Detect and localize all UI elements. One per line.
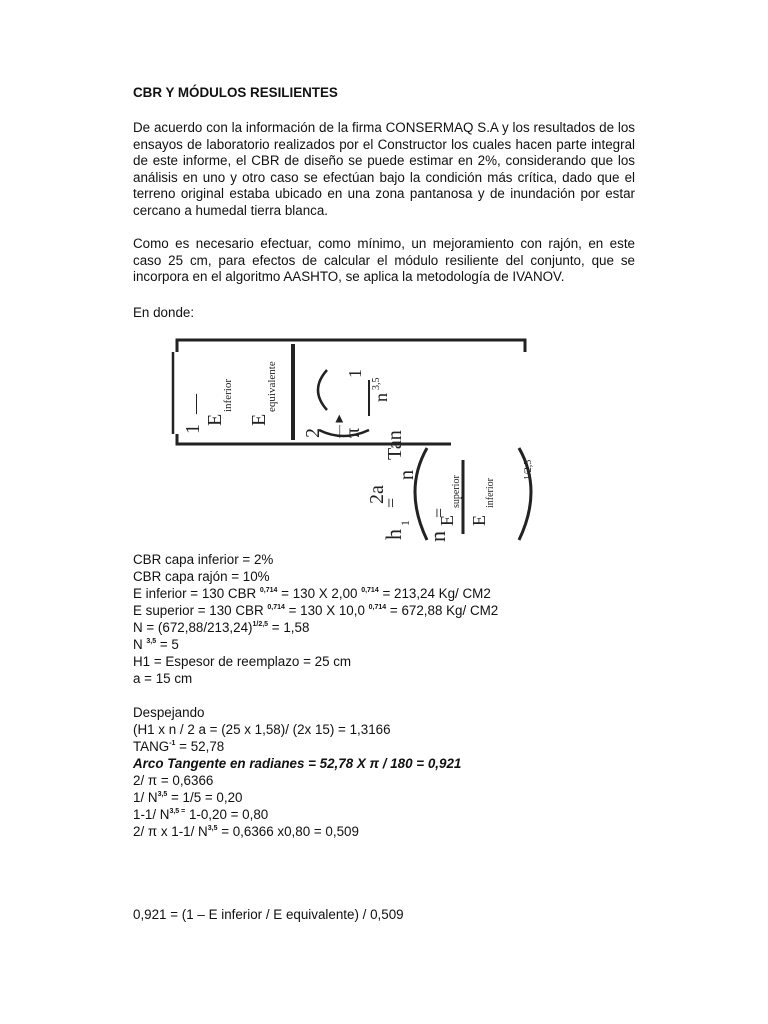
e-superior-line: E superior = 130 CBR $^{0,714}$ = 130 X 10,0 $^{0,714}$ = 672,88 Kg/ CM2 xyxy=(133,603,499,618)
h1-n-symbol: n xyxy=(396,470,418,480)
cbr-rajon-line: CBR capa rajón = 10% xyxy=(133,569,270,584)
formula-top-bracket xyxy=(177,340,525,352)
h1-subscript: 1 xyxy=(398,520,412,526)
n-formula-exponent: 1/2,5 xyxy=(523,459,534,480)
formula-two: 2 xyxy=(302,428,324,438)
formula-one: 1 xyxy=(182,424,204,434)
e-inferior2-subscript: inferior xyxy=(485,478,496,508)
e-superior-symbol: E xyxy=(437,515,457,526)
two-a-symbol: 2a xyxy=(366,485,388,504)
n-formula-paren-left xyxy=(415,448,427,540)
final-equation-line: 0,921 = (1 – E inferior / E equivalente) / 0,509 xyxy=(133,907,404,922)
formula-pi: π xyxy=(342,427,364,438)
en-donde-label: En donde: xyxy=(133,305,195,320)
ivanov-formula-image xyxy=(133,330,534,548)
e-inferior-line: E inferior = 130 CBR $^{0,714}$ = 130 X 2,00 $^{0,714}$ = 213,24 Kg/ CM2 xyxy=(133,586,491,601)
e-inferior-symbol: E xyxy=(204,413,226,426)
n-symbol: n xyxy=(425,531,450,542)
h1-equals: = xyxy=(381,497,401,508)
two-over-pi-line: 2/ π = 0,6366 xyxy=(133,773,214,788)
e-equivalente-subscript: equivalente xyxy=(266,361,278,412)
tan-symbol: Tan xyxy=(384,430,406,460)
paragraph-intro: De acuerdo con la información de la firma CONSERMAQ S.A y los resultados de los ensayos de laboratorio realizados por el Constructor los cuales hacen parte integral de este informe, el CBR de diseño se puede estimar en 2%, considerando que los análisis en uno y otro caso se efectúan bajo la condición más crítica, dado que el terreno original estaba ubicado en una zona pantanosa y de inundación por estar cercano a humedal tierra blanca. xyxy=(133,120,635,218)
paragraph-ivanov: Como es necesario efectuar, como mínimo, un mejoramiento con rajón, en este caso 25 cm, para efectos de calcular el módulo resiliente del conjunto, que se incorpora en el algoritmo AASHTO, se aplica la metodología de IVANOV. xyxy=(133,236,635,284)
n-power-line: N $^{3,5}$ = 5 xyxy=(133,637,179,652)
formula-inner-n: n xyxy=(371,393,391,402)
two-pi-product-line: 2/ π x 1-1/ N$^{3,5}$ = 0,6366 x0,80 = 0,509 xyxy=(133,824,359,839)
document-title: CBR Y MÓDULOS RESILIENTES xyxy=(133,85,338,100)
e-inferior2-symbol: E xyxy=(469,515,489,526)
a-line: a = 15 cm xyxy=(133,671,193,686)
h1xn-line: (H1 x n / 2 a = (25 x 1,58)/ (2x 15) = 1,3166 xyxy=(133,722,391,737)
despejando-label: Despejando xyxy=(133,705,205,720)
one-over-n-line: 1/ N$^{3,5}$ = 1/5 = 0,20 xyxy=(133,790,243,805)
tang-line: $TANG^{-1} = 52,78$ xyxy=(133,739,225,754)
formula-inner-one: 1 xyxy=(345,369,365,378)
n-equals: = xyxy=(429,507,449,518)
e-inferior-subscript: inferior xyxy=(222,379,234,412)
formula-inner-exp: 3,5 xyxy=(371,377,382,390)
e-equivalente-symbol: E xyxy=(248,413,270,426)
formula-inner-paren-top xyxy=(318,370,327,410)
arco-tangente-line: Arco Tangente en radianes = 52,78 X π / 180 = 0,921 xyxy=(133,756,462,771)
h1-line: H1 = Espesor de reemplazo = 25 cm xyxy=(133,654,352,669)
n-ratio-line: $N = (672,88/213,24)^{1/2,5} = 1,58$ xyxy=(133,620,310,635)
h1-symbol: h xyxy=(381,529,406,540)
formula-arrow: —► xyxy=(331,412,346,438)
cbr-inferior-line: CBR capa inferior = 2% xyxy=(133,552,274,567)
e-superior-subscript: superior xyxy=(451,475,462,508)
formula-minus: — xyxy=(184,394,206,414)
one-minus-line: 1-1/ $N^{3,5 =}$ 1-0,20 = 0,80 xyxy=(133,807,269,822)
